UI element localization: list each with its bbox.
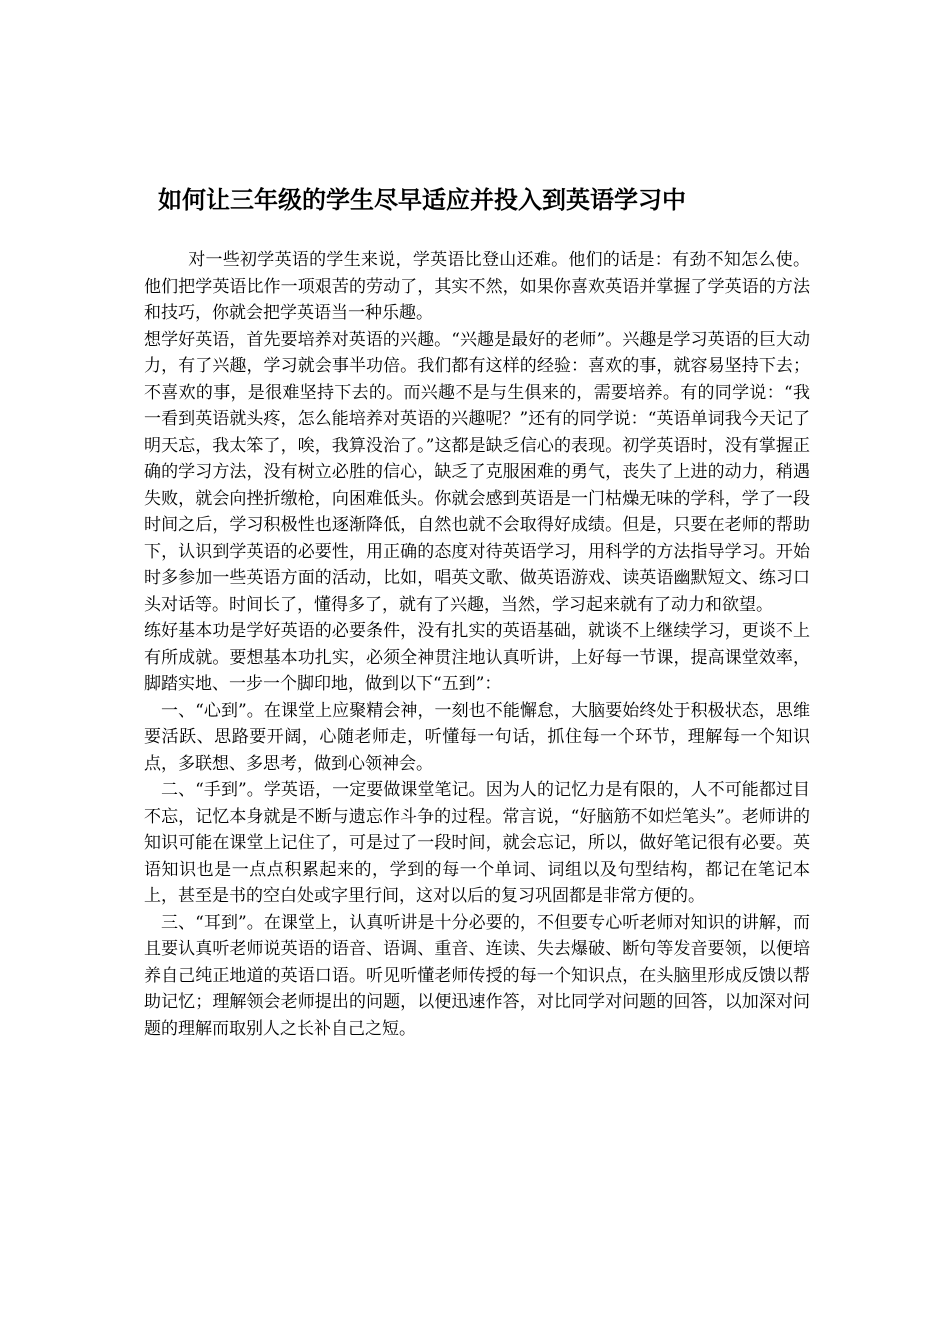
paragraph-interest: 想学好英语，首先要培养对英语的兴趣。“兴趣是最好的老师”。兴趣是学习英语的巨大动力，有了兴趣，学习就会事半功倍。我们都有这样的经验：喜欢的事，就容易坚持下去；不喜欢的事，是很难坚持下去的。而兴趣不是与生俱来的，需要培养。有的同学说：“我一看到英语就头疼，怎么能培养对英语的兴趣呢？”还有的同学说：“英语单词我今天记了明天忘，我太笨了，唉，我算没治了。”这都是缺乏信心的表现。初学英语时，没有掌握正确的学习方法，没有树立必胜的信心，缺乏了克服困难的勇气，丧失了上进的动力，稍遇失败，就会向挫折缴枪，向困难低头。你就会感到英语是一门枯燥无味的学科，学了一段时间之后，学习积极性也逐渐降低，自然也就不会取得好成绩。但是，只要在老师的帮助下，认识到学英语的必要性，用正确的态度对待英语学习，用科学的方法指导学习。开始时多参加一些英语方面的活动，比如，唱英文歌、做英语游戏、读英语幽默短文、练习口头对话等。时间长了，懂得多了，就有了兴趣，当然，学习起来就有了动力和欲望。 xyxy=(144,329,810,615)
paragraph-heart: 一、“心到”。在课堂上应聚精会神，一刻也不能懈怠，大脑要始终处于积极状态，思维要活跃、思路要开阔，心随老师走，听懂每一句话，抓住每一个环节，理解每一个知识点，多联想、多思考，做到心领神会。 xyxy=(144,700,810,774)
paragraph-ear: 三、“耳到”。在课堂上，认真听讲是十分必要的，不但要专心听老师对知识的讲解，而且要认真听老师说英语的语音、语调、重音、连读、失去爆破、断句等发音要领，以便培养自己纯正地道的英语口语。听见听懂老师传授的每一个知识点，在头脑里形成反馈以帮助记忆；理解领会老师提出的问题，以便迅速作答，对比同学对问题的回答，以加深对问题的理解而取别人之长补自己之短。 xyxy=(144,912,810,1039)
paragraph-basics: 练好基本功是学好英语的必要条件，没有扎实的英语基础，就谈不上继续学习，更谈不上有所成就。要想基本功扎实，必须全神贯注地认真听讲，上好每一节课，提高课堂效率，脚踏实地、一步一个脚印地，做到以下“五到”： xyxy=(144,621,810,694)
document-body xyxy=(144,247,810,1042)
paragraph-intro: 对一些初学英语的学生来说，学英语比登山还难。他们的话是：有劲不知怎么使。他们把学英语比作一项艰苦的劳动了，其实不然，如果你喜欢英语并掌握了学英语的方法和技巧，你就会把学英语当一种乐趣。 xyxy=(144,250,810,323)
document-title: 如何让三年级的学生尽早适应并投入到英语学习中 xyxy=(158,186,686,214)
paragraph-hand: 二、“手到”。学英语，一定要做课堂笔记。因为人的记忆力是有限的，人不可能都过目不忘，记忆本身就是不断与遗忘作斗争的过程。常言说，“好脑筋不如烂笔头”。老师讲的知识可能在课堂上记住了，可是过了一段时间，就会忘记，所以，做好笔记很有必要。英语知识也是一点点积累起来的，学到的每一个单词、词组以及句型结构，都记在笔记本上，甚至是书的空白处或字里行间，这对以后的复习巩固都是非常方便的。 xyxy=(144,780,810,906)
